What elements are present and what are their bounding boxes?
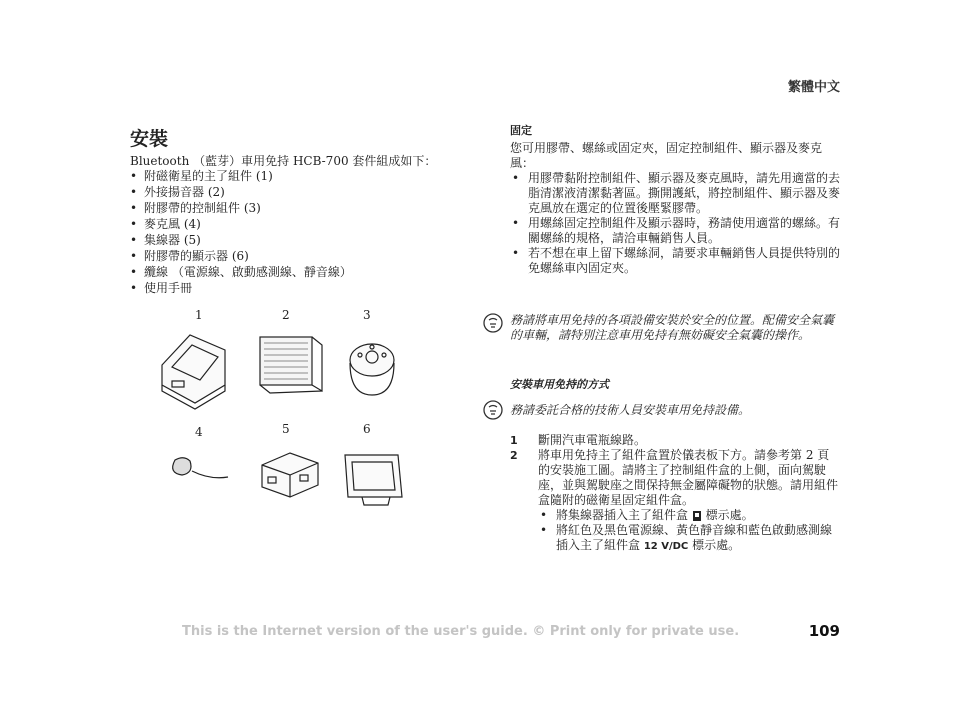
microphone-icon [173,458,228,478]
figure-number: 3 [363,308,371,322]
list-item: • 用膠帶黏附控制組件、顯示器及麥克風時，請先用適當的去脂清潔液清潔黏著區。撕開護紙，將控制組件、顯示器及麥克風放在選定的位置後壓緊膠帶。 [510,171,840,216]
airbag-note: 務請將車用免持的各項設備安裝於安全的位置。配備安全氣囊的車輛，請特別注意車用免持有無妨礙安全氣囊的操作。 [510,313,835,342]
list-item [538,508,840,523]
note-icon [482,399,504,421]
step-item [510,448,840,554]
step-number: 1 [510,434,518,447]
sub-step-list [538,508,840,554]
sub-step-text: 標示處。 [705,508,754,522]
connector-icon [692,510,702,522]
speaker-icon [260,337,322,393]
list-item: • 用螺絲固定控制組件及顯示器時，務請使用適當的螺絲。有關螺絲的規格，請洽車輛銷售人員。 [510,216,840,246]
section-title: 安裝 [130,128,169,150]
list-item: • 若不想在車上留下螺絲洞，請要求車輛銷售人員提供特別的免螺絲車內固定夾。 [510,246,840,276]
install-heading: 安裝車用免持的方式 [510,378,609,391]
kit-intro: Bluetooth （藍芽）車用免持 HCB-700 套件組成如下： [130,154,437,168]
figure-number: 4 [195,425,203,439]
fixing-intro: 您可用膠帶、螺絲或固定夾，固定控制組件、顯示器及麥克風： [510,141,823,170]
parts-drawing [150,305,450,520]
figure-number: 2 [282,308,290,322]
power-label: 12 V/DC [643,541,689,552]
display-icon [345,455,402,505]
hub-icon [262,453,318,497]
list-item: • 附磁衛星的主了組件 (1) [130,168,352,184]
sub-step-text: 將紅色及黑色電源線、黃色靜音線和藍色啟動感測線插入主了組件盒 [556,523,833,552]
main-unit-icon [162,335,225,409]
control-unit-icon [350,344,394,395]
note-icon [482,312,504,334]
sub-step-text: 將集線器插入主了組件盒 [556,508,689,522]
parts-illustration [150,305,450,520]
parts-list [130,168,352,296]
step-item [510,433,840,448]
language-label: 繁體中文 [787,80,840,95]
figure-number: 5 [282,422,290,436]
figure-number: 1 [195,308,203,322]
list-item [538,523,840,554]
technician-note: 務請委託合格的技術人員安裝車用免持設備。 [510,403,751,417]
list-item: • 集線器 (5) [130,232,352,248]
list-item: • 纜線 （電源線、啟動感測線、靜音線） [130,264,352,280]
list-item: • 使用手冊 [130,280,352,296]
fixing-heading: 固定 [510,124,532,137]
list-item: • 附膠帶的控制組件 (3) [130,200,352,216]
list-item: • 麥克風 (4) [130,216,352,232]
step-text: 將車用免持主了組件盒置於儀表板下方。請參考第 2 頁的安裝施工圖。請將主了控制組件盒的上側，面向駕駛座，並與駕駛座之間保持無金屬障礙物的狀態。請用組件盒隨附的磁衛星固定組件盒。 [538,448,839,507]
list-item: • 外接揚音器 (2) [130,184,352,200]
fixing-list [510,171,840,276]
figure-number: 6 [363,422,371,436]
fixing-section [510,123,840,276]
footer-notice: This is the Internet version of the user's guide. © Print only for private use. [182,624,740,639]
page-number: 109 [808,622,840,640]
sub-step-text: 標示處。 [692,538,741,552]
step-text: 斷開汽車電瓶線路。 [538,433,647,447]
list-item: • 附膠帶的顯示器 (6) [130,248,352,264]
install-steps [510,433,840,554]
step-number: 2 [510,449,518,462]
